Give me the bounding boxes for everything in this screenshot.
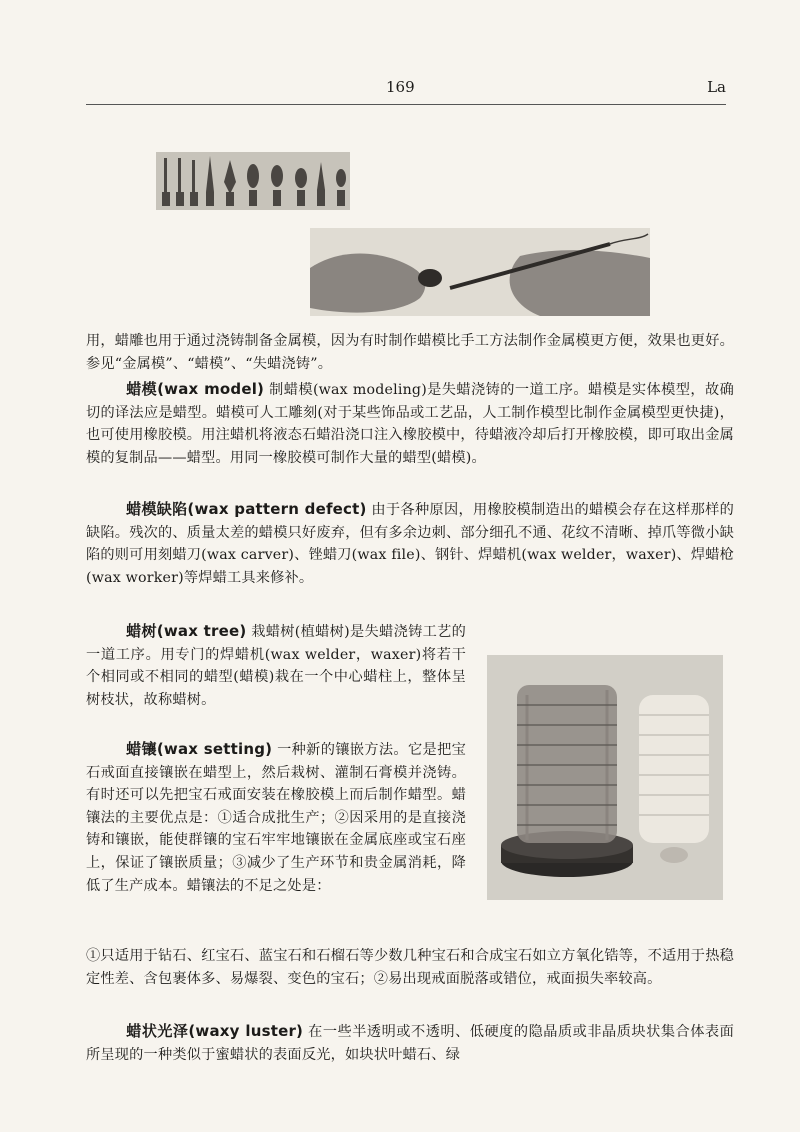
entry-wax-pattern-defect (86, 498, 734, 589)
term-heading: 蜡镶(wax setting) (126, 740, 273, 758)
wax-pen-hands-photo (310, 228, 650, 316)
intro-paragraph: 用，蜡雕也用于通过浇铸制备金属模，因为有时制作蜡模比手工方法制作金属模更方便，效果也更好。参见“金属模”、“蜡模”、“失蜡浇铸”。 (86, 333, 734, 372)
term-heading: 蜡模缺陷(wax pattern defect) (126, 500, 367, 518)
term-heading: 蜡模(wax model) (126, 380, 265, 398)
term-heading: 蜡状光泽(waxy luster) (126, 1022, 304, 1040)
entry-body: 栽蜡树(植蜡树)是失蜡浇铸工艺的一道工序。用专门的焊蜡机(wax welder，waxer)将若干个相同或不相同的蜡型(蜡模)栽在一个中心蜡柱上，整体呈树枝状，故称蜡树。 (86, 624, 466, 708)
entry-body: 制蜡模(wax modeling)是失蜡浇铸的一道工序。蜡模是实体模型，故确切的译法应是蜡型。蜡模可人工雕刻(对于某些饰品或工艺品，人工制作模型比制作金属模型更快捷)，也可使用橡胶模。用注蜡机将液态石蜡沿浇口注入橡胶模中，待蜡液冷却后打开橡胶模，即可取出金属模的复制品——蜡型。用同一橡胶模可制作大量的蜡型(蜡模)。 (86, 382, 734, 466)
running-head: La (707, 78, 726, 96)
entry-body: 一种新的镶嵌方法。它是把宝石戒面直接镶嵌在蜡型上，然后栽树、灌制石膏模并浇铸。有时还可以先把宝石戒面安装在橡胶模上而后制作蜡型。蜡镶法的主要优点是：①适合成批生产；②因采用的是直接浇铸和镶嵌，能使群镶的宝石牢牢地镶嵌在金属底座或宝石座上，保证了镶嵌质量；③减少了生产环节和贵金属消耗，降低了生产成本。蜡镶法的不足之处是： (86, 742, 466, 894)
entry-wax-model (86, 378, 734, 469)
page-number: 169 (386, 78, 415, 96)
wax-tree-photo (487, 655, 723, 900)
wax-tools-photo (156, 152, 350, 210)
entry-body: 在一些半透明或不透明、低硬度的隐晶质或非晶质块状集合体表面所呈现的一种类似于蜜蜡状的表面反光，如块状叶蜡石、绿 (86, 1024, 734, 1063)
term-heading: 蜡树(wax tree) (126, 622, 247, 640)
entry-wax-setting-continued: ①只适用于钻石、红宝石、蓝宝石和石榴石等少数几种宝石和合成宝石如立方氧化锆等，不适用于热稳定性差、含包裹体多、易爆裂、变色的宝石；②易出现戒面脱落或错位，戒面损失率较高。 (86, 948, 734, 987)
page-header (86, 78, 726, 105)
entry-wax-setting (86, 738, 466, 897)
entry-wax-tree (86, 620, 466, 711)
entry-body: 由于各种原因，用橡胶模制造出的蜡模会存在这样那样的缺陷。残次的、质量太差的蜡模只好废弃，但有多余边刺、部分细孔不通、花纹不清晰、掉爪等微小缺陷的则可用刻蜡刀(wax carver)、锉蜡刀(wax file)、钢针、焊蜡机(wax welder，waxer)、焊蜡枪(wax worker)等焊蜡工具来修补。 (86, 502, 734, 586)
entry-waxy-luster (86, 1020, 734, 1066)
